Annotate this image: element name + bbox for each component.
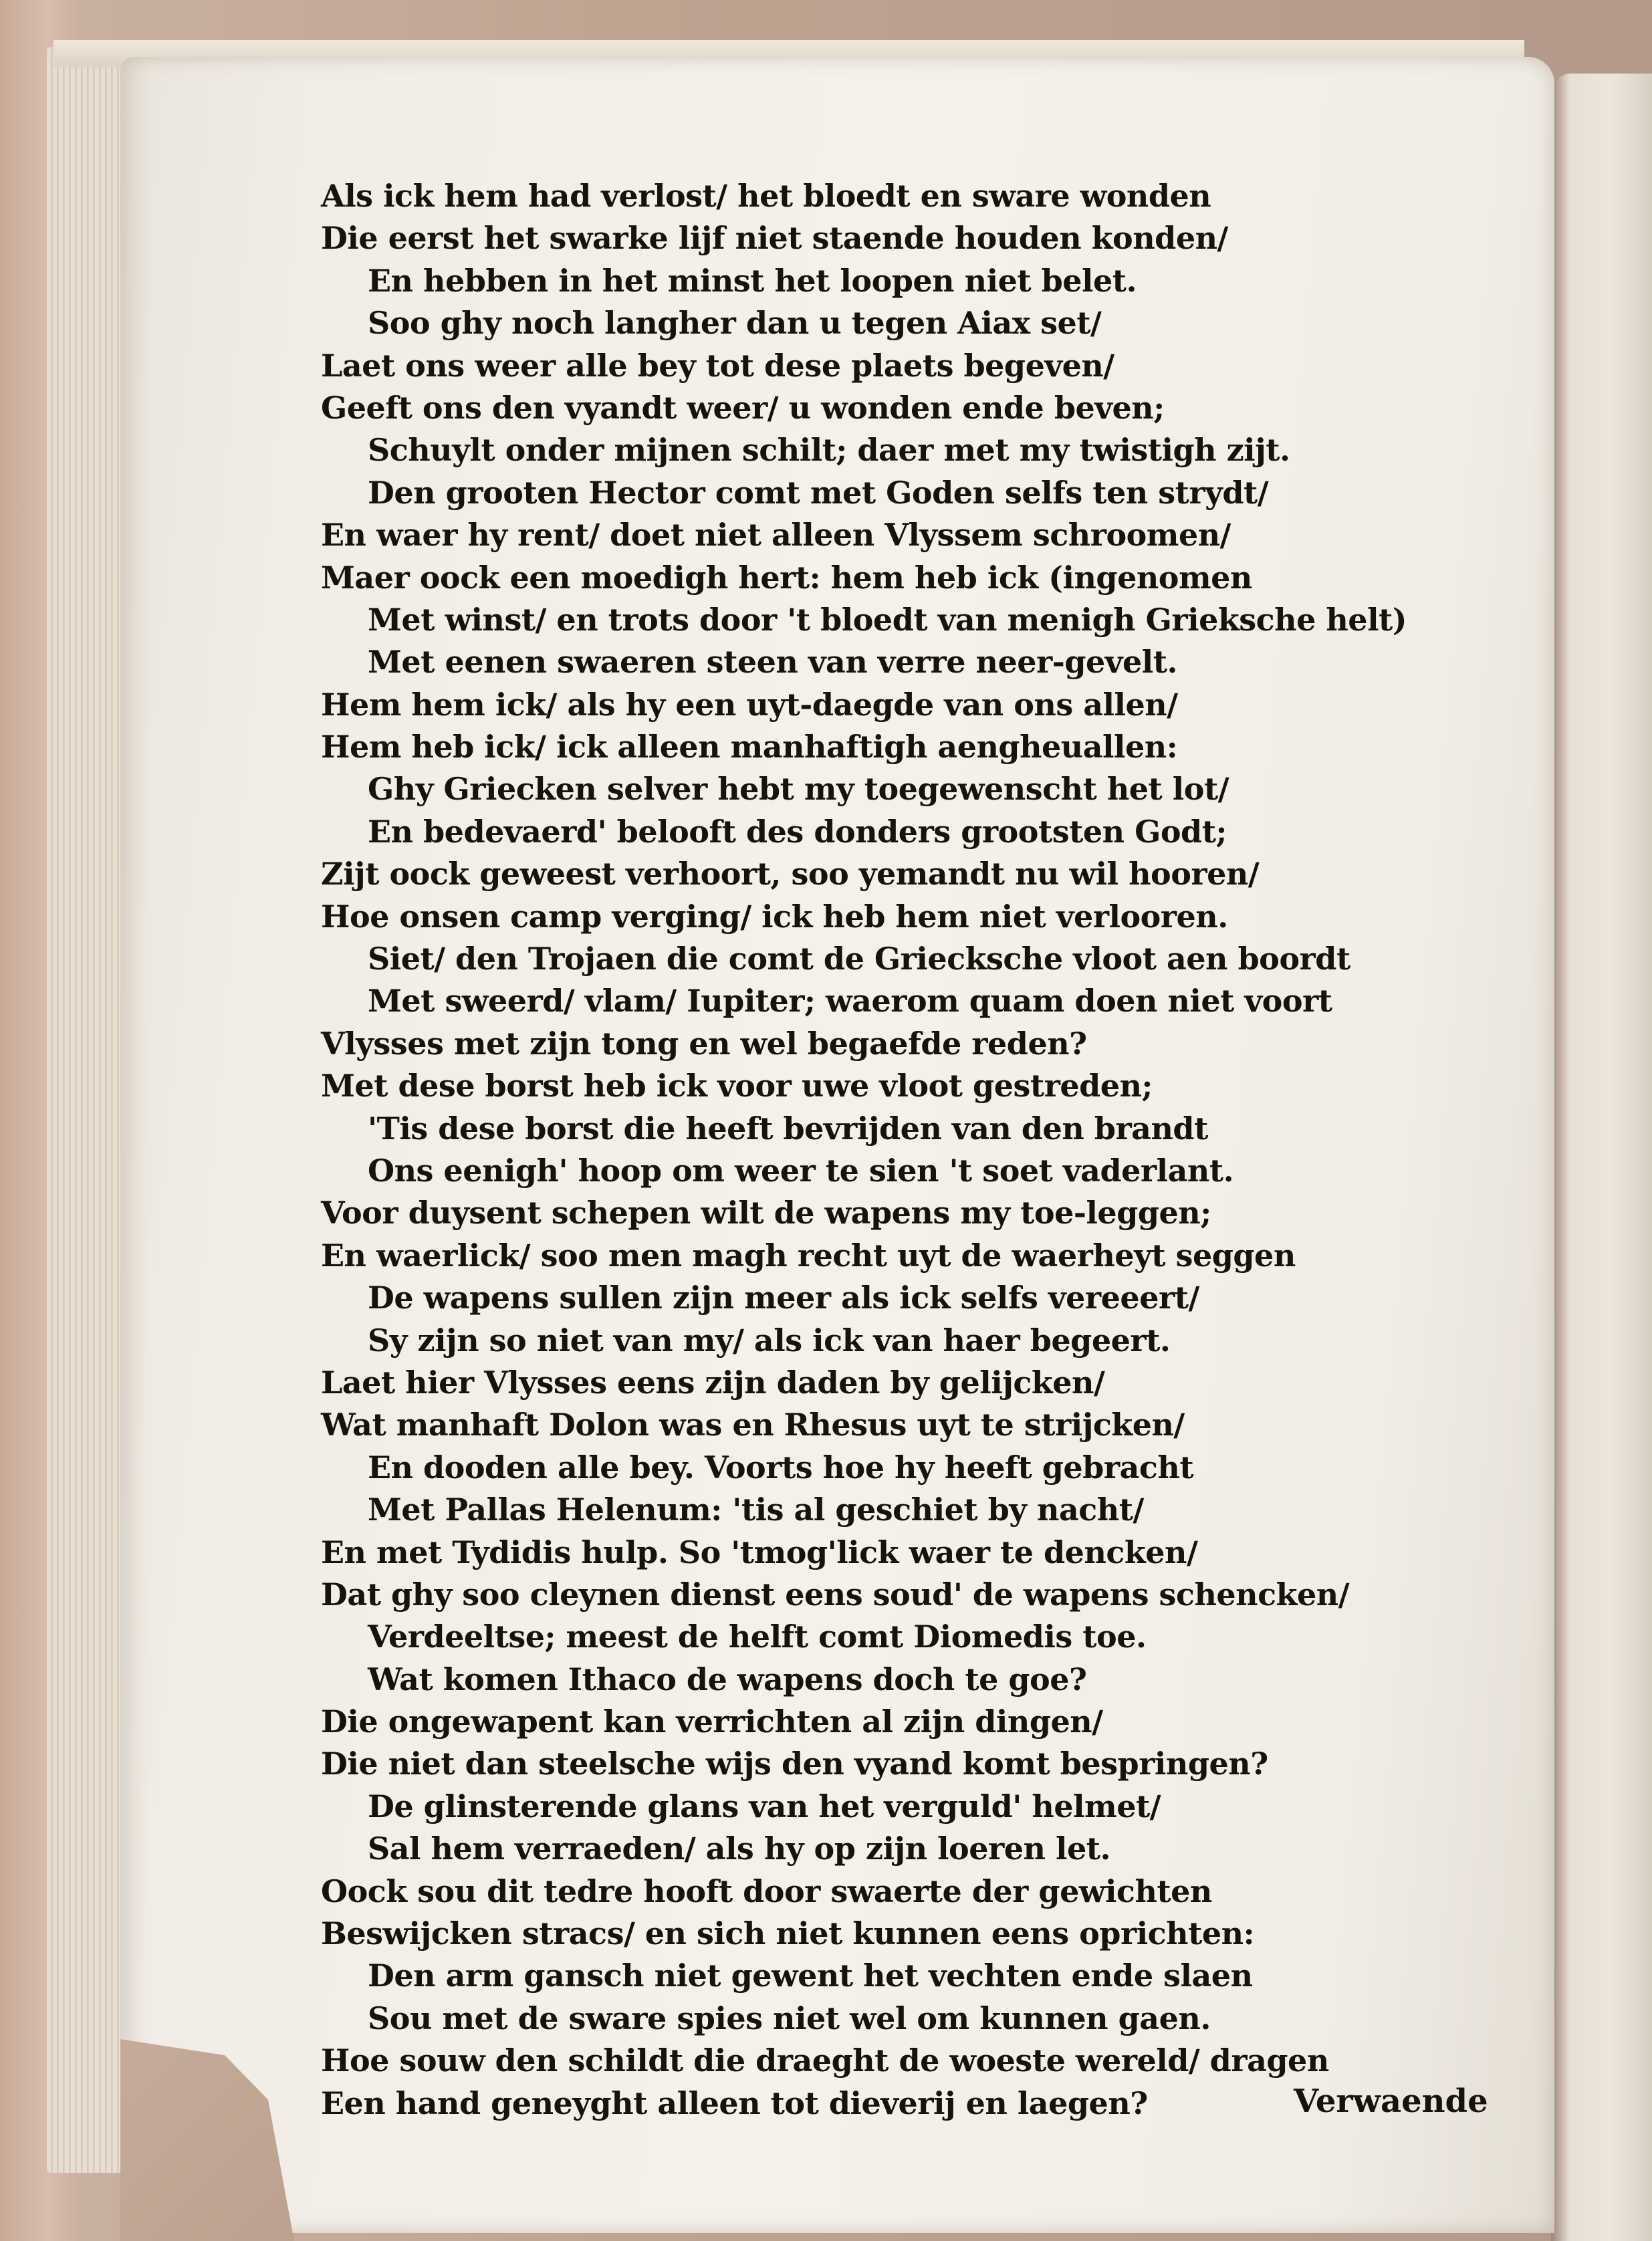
verse-line: En waer hy rent/ doet niet alleen Vlyssem schroomen/	[321, 517, 1231, 554]
verse-line: De glinsterende glans van het verguld' helmet/	[368, 1788, 1161, 1824]
verse-line: Ghy Griecken selver hebt my toegewenscht het lot/	[368, 771, 1229, 808]
verse-line: Sy zijn so niet van my/ als ick van haer begeert.	[368, 1322, 1171, 1359]
verse-line: Hem hem ick/ als hy een uyt-daegde van ons allen/	[321, 686, 1178, 723]
verse-line: Beswijcken stracs/ en sich niet kunnen eens oprichten:	[321, 1915, 1255, 1952]
verse-line: En met Tydidis hulp. So 'tmog'lick waer te dencken/	[321, 1534, 1198, 1570]
verse-line: Zijt oock geweest verhoort, soo yemandt nu wil hooren/	[321, 856, 1260, 893]
verse-line: Als ick hem had verlost/ het bloedt en sware wonden	[321, 178, 1211, 214]
verse-line: Vlysses met zijn tong en wel begaefde reden?	[321, 1025, 1087, 1062]
verse-line: Die eerst het swarke lijf niet staende houden konden/	[321, 220, 1228, 257]
verse-line: Geeft ons den vyandt weer/ u wonden ende beven;	[321, 389, 1165, 426]
verse-line: Den grooten Hector comt met Goden selfs ten strydt/	[368, 474, 1269, 511]
verse-line: Siet/ den Trojaen die comt de Griecksche vloot aen boordt	[368, 941, 1350, 977]
verse-line: Met dese borst heb ick voor uwe vloot gestreden;	[321, 1068, 1153, 1104]
verse-line: Hoe souw den schildt die draeght de woeste wereld/ dragen	[321, 2042, 1329, 2079]
verse-line: En dooden alle bey. Voorts hoe hy heeft gebracht	[368, 1449, 1194, 1486]
verse-line: Sou met de sware spies niet wel om kunnen gaen.	[368, 2000, 1211, 2036]
verse-line: Dat ghy soo cleynen dienst eens soud' de wapens schencken/	[321, 1576, 1350, 1613]
verse-line: Hoe onsen camp verging/ ick heb hem niet verlooren.	[321, 898, 1228, 935]
verse-line: Voor duysent schepen wilt de wapens my toe-leggen;	[321, 1195, 1211, 1231]
verse-line: Met winst/ en trots door 't bloedt van menigh Grieksche helt)	[368, 601, 1407, 638]
verse-line: Een hand geneyght alleen tot dieverij en laegen?	[321, 2085, 1148, 2121]
verse-line: Soo ghy noch langher dan u tegen Aiax set/	[368, 305, 1102, 342]
verse-line: Oock sou dit tedre hooft door swaerte der gewichten	[321, 1873, 1212, 1909]
verse-line: Die ongewapent kan verrichten al zijn dingen/	[321, 1703, 1103, 1740]
verse-line: Ons eenigh' hoop om weer te sien 't soet vaderlant.	[368, 1152, 1234, 1189]
verse-line: Laet hier Vlysses eens zijn daden by gelijcken/	[321, 1364, 1105, 1401]
verse-line: Die niet dan steelsche wijs den vyand komt bespringen?	[321, 1746, 1268, 1782]
verse-line: Maer oock een moedigh hert: hem heb ick (ingenomen	[321, 559, 1252, 596]
verse-line: Wat komen Ithaco de wapens doch te goe?	[368, 1661, 1087, 1697]
verse-line: Schuylt onder mijnen schilt; daer met my twistigh zijt.	[368, 432, 1290, 469]
verse-line: En waerlick/ soo men magh recht uyt de waerheyt seggen	[321, 1237, 1296, 1274]
verse-line: Met Pallas Helenum: 'tis al geschiet by nacht/	[368, 1492, 1144, 1528]
verse-line: Wat manhaft Dolon was en Rhesus uyt te strijcken/	[321, 1407, 1185, 1443]
verse-line: Met sweerd/ vlam/ Iupiter; waerom quam doen niet voort	[368, 983, 1332, 1020]
verse-line: Sal hem verraeden/ als hy op zijn loeren let.	[368, 1831, 1110, 1867]
verse-line: Hem heb ick/ ick alleen manhaftigh aengheuallen:	[321, 729, 1178, 765]
verse-line: Met eenen swaeren steen van verre neer-gevelt.	[368, 644, 1178, 681]
verse-line: De wapens sullen zijn meer als ick selfs vereeert/	[368, 1280, 1199, 1316]
facing-page-edge	[1551, 74, 1652, 2241]
verse-line: 'Tis dese borst die heeft bevrijden van den brandt	[368, 1110, 1208, 1147]
verse-line: En hebben in het minst het loopen niet belet.	[368, 262, 1137, 299]
verse-text	[321, 175, 1524, 2125]
verse-line: Den arm gansch niet gewent het vechten ende slaen	[368, 1958, 1253, 1994]
catchword: Verwaende	[1294, 2083, 1488, 2120]
verse-line: Verdeeltse; meest de helft comt Diomedis toe.	[368, 1619, 1147, 1655]
verse-line: Laet ons weer alle bey tot dese plaets begeven/	[321, 347, 1114, 384]
verse-line: En bedevaerd' belooft des donders grootsten Godt;	[368, 813, 1227, 850]
